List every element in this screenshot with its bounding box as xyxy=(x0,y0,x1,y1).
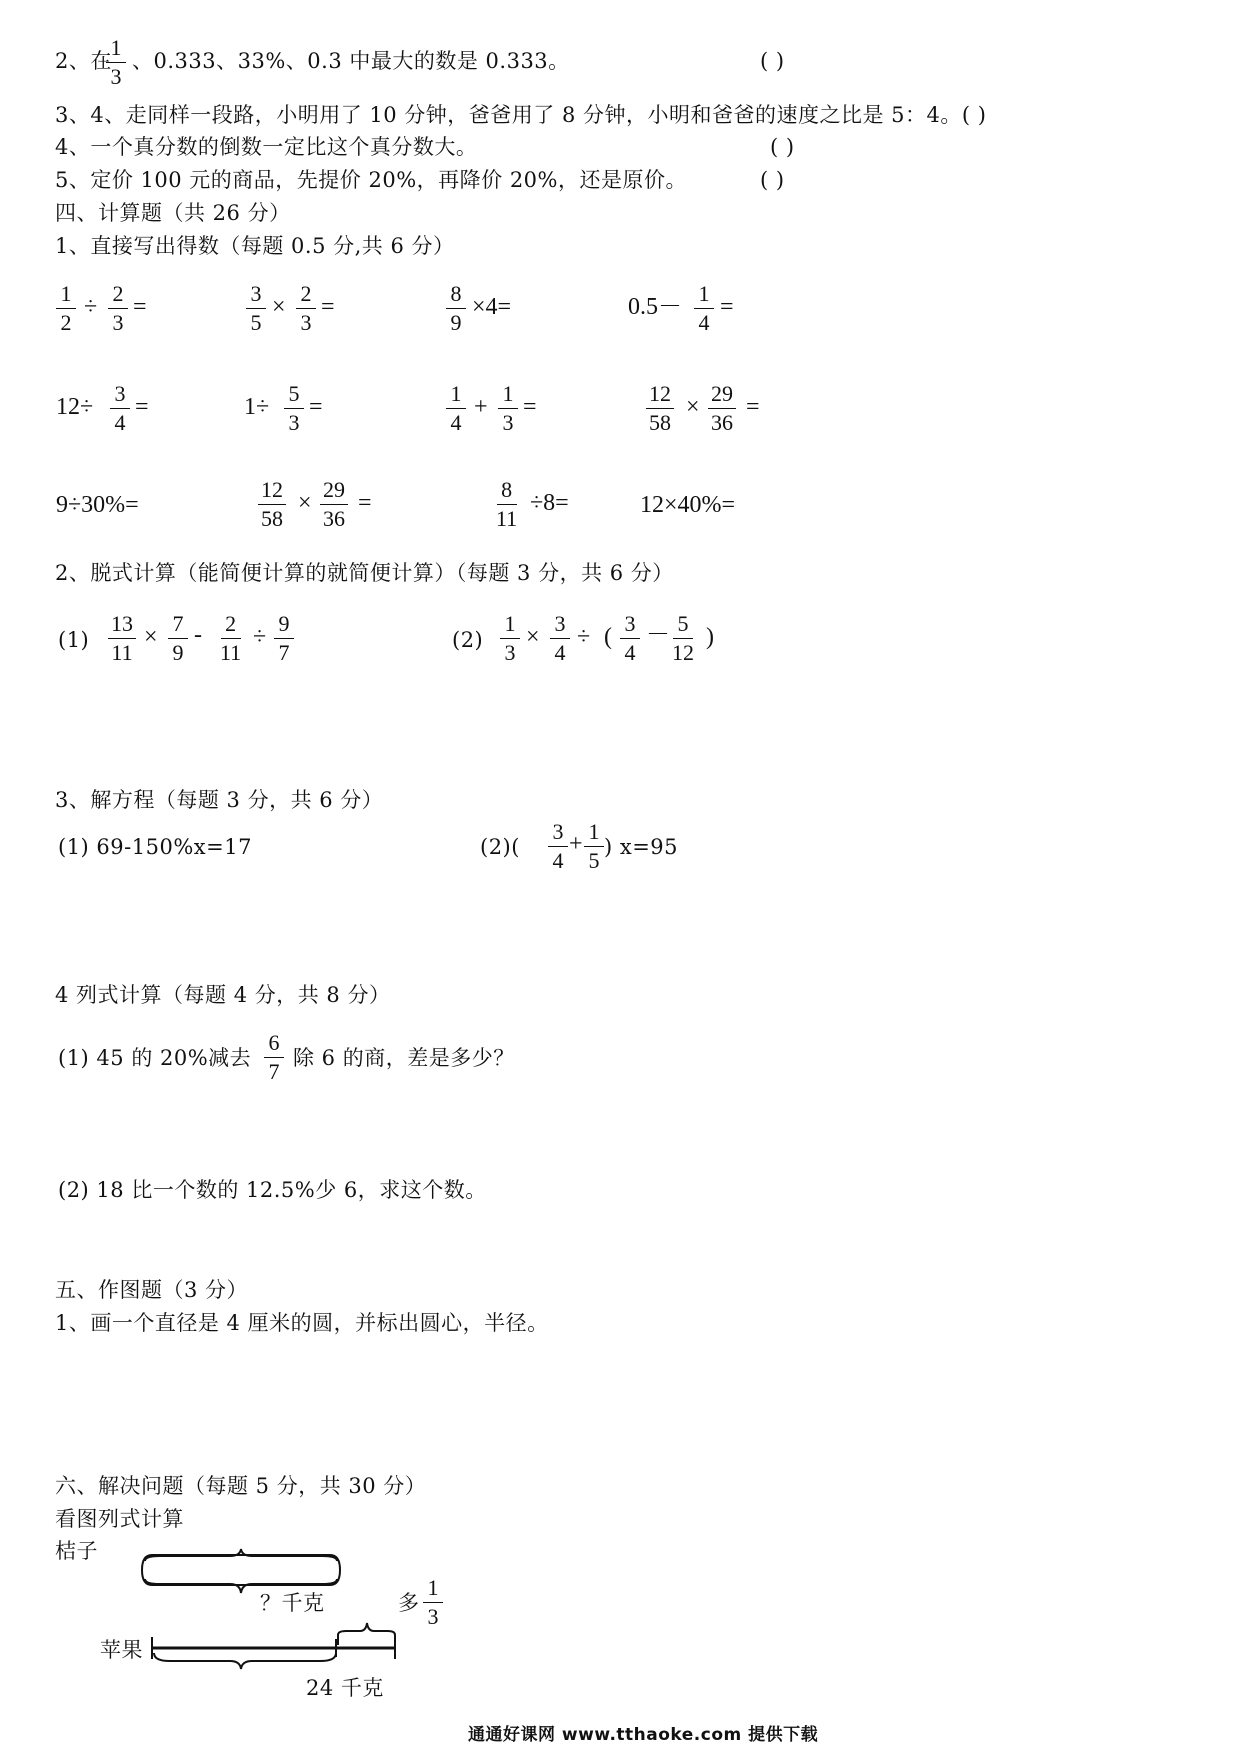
p2-op1: × xyxy=(526,624,540,650)
r2d-op: × xyxy=(686,394,700,420)
r3c-frac1: $\frac{8}{11}$ xyxy=(496,477,518,531)
section4-title: 四、计算题（共 26 分） xyxy=(55,201,291,225)
r2a-eq: = xyxy=(135,394,149,420)
q2-text-post: 、0.333、33%、0.3 中最大的数是 0.333。 xyxy=(132,49,570,73)
e2-label: (2)( xyxy=(480,835,520,859)
r2d-frac1: $\frac{12}{58}$ xyxy=(646,382,674,435)
r1b-eq: = xyxy=(321,294,335,320)
w1-fraction: $\frac{6}{7}$ xyxy=(264,1031,284,1084)
q2-fraction xyxy=(106,36,126,89)
p1-frac2: $\frac{7}{9}$ xyxy=(168,612,188,665)
section6-sub: 看图列式计算 xyxy=(55,1507,184,1531)
p1-op2: - xyxy=(194,622,202,648)
orange-quantity-label: ？千克 xyxy=(260,1591,325,1615)
r3a-text: 9÷30%= xyxy=(56,492,139,518)
r1a-frac1: $\frac{1}{2}$ xyxy=(56,282,76,335)
more-label: 多 xyxy=(398,1591,420,1615)
r1b-op: × xyxy=(272,294,286,320)
p1-frac4: $\frac{9}{7}$ xyxy=(274,612,294,665)
fraction-denominator: 3 xyxy=(110,64,122,89)
p2-frac1: $\frac{1}{3}$ xyxy=(500,612,520,665)
p2-op3: － xyxy=(646,622,670,648)
e2-op: + xyxy=(569,831,583,857)
p1-op3: ÷ xyxy=(253,624,267,650)
r2c-frac2: $\frac{1}{3}$ xyxy=(498,382,518,435)
section6-title: 六、解决问题（每题 5 分，共 30 分） xyxy=(55,1474,427,1498)
r2c-eq: = xyxy=(523,394,537,420)
q5-answer-paren: ( ) xyxy=(760,168,785,192)
section4-sub1: 1、直接写出得数（每题 0.5 分,共 6 分） xyxy=(55,234,455,258)
p2-frac4: $\frac{5}{12}$ xyxy=(672,611,694,665)
e2-frac1: $\frac{3}{4}$ xyxy=(548,820,568,873)
q4-answer-paren: ( ) xyxy=(770,135,795,159)
p2-label: (2) xyxy=(452,628,484,652)
w1-tail: 除 6 的商，差是多少？ xyxy=(293,1046,515,1070)
more-fraction: $\frac{1}{3}$ xyxy=(423,1576,443,1629)
r2a-frac1: $\frac{3}{4}$ xyxy=(110,382,130,435)
apple-label: 苹果 xyxy=(100,1638,143,1662)
e2-tail: ) x=95 xyxy=(604,835,679,859)
p1-frac3: $\frac{2}{11}$ xyxy=(220,611,242,665)
e2-frac2: $\frac{1}{5}$ xyxy=(584,820,604,873)
r3b-op: × xyxy=(298,490,312,516)
word-problem-2: (2) 18 比一个数的 12.5%少 6，求这个数。 xyxy=(58,1178,487,1202)
r2c-frac1: $\frac{1}{4}$ xyxy=(446,382,466,435)
r1c-tail: ×4= xyxy=(472,294,512,320)
r1d-frac1: $\frac{1}{4}$ xyxy=(694,282,714,335)
p2-lparen: ( xyxy=(604,624,612,650)
w1-head: (1) 45 的 20%减去 xyxy=(58,1046,252,1070)
p1-frac1: $\frac{13}{11}$ xyxy=(108,612,136,665)
r1b-frac1: $\frac{3}{5}$ xyxy=(246,282,266,335)
r3d-text: 12×40%= xyxy=(640,492,736,518)
r3b-eq: = xyxy=(358,490,372,516)
orange-bar-right-bracket xyxy=(330,1555,340,1585)
r1a-frac2: $\frac{2}{3}$ xyxy=(108,282,128,335)
p1-op1: × xyxy=(144,624,158,650)
r2c-op: + xyxy=(474,394,488,420)
r3b-frac1: $\frac{12}{58}$ xyxy=(258,478,286,531)
orange-label: 桔子 xyxy=(55,1539,98,1563)
p2-frac2: $\frac{3}{4}$ xyxy=(550,612,570,665)
apple-quantity-label: 24 千克 xyxy=(306,1676,384,1700)
r2b-frac1: $\frac{5}{3}$ xyxy=(284,382,304,435)
r1a-op: ÷ xyxy=(84,294,98,320)
r1c-frac1: $\frac{8}{9}$ xyxy=(446,282,466,335)
r1a-eq: = xyxy=(133,294,147,320)
r1b-frac2: $\frac{2}{3}$ xyxy=(296,282,316,335)
section5-q1: 1、画一个直径是 4 厘米的圆，并标出圆心，半径。 xyxy=(55,1311,549,1335)
q2-answer-paren: ( ) xyxy=(760,49,785,73)
apple-bottom-brace xyxy=(154,1653,336,1669)
r1d-head: 0.5－ xyxy=(628,294,682,320)
fraction-numerator: 1 xyxy=(106,36,126,63)
q2-text-pre: 2、在 xyxy=(55,49,112,73)
q5-text: 5、定价 100 元的商品，先提价 20%，再降价 20%，还是原价。 xyxy=(55,168,687,192)
r3c-tail: ÷8= xyxy=(530,490,569,516)
q4-text: 4、一个真分数的倒数一定比这个真分数大。 xyxy=(55,135,478,159)
section4-sub4: 4 列式计算（每题 4 分，共 8 分） xyxy=(55,983,391,1007)
r2d-eq: = xyxy=(746,394,760,420)
section4-sub3: 3、解方程（每题 3 分，共 6 分） xyxy=(55,788,384,812)
section5-title: 五、作图题（3 分） xyxy=(55,1278,249,1302)
r2d-frac2: $\frac{29}{36}$ xyxy=(708,382,736,435)
p2-rparen: ) xyxy=(706,624,714,650)
r1d-eq: = xyxy=(720,294,734,320)
r2b-head: 1÷ xyxy=(244,394,270,420)
p1-label: (1) xyxy=(58,628,90,652)
r2a-head: 12÷ xyxy=(56,394,94,420)
r2b-eq: = xyxy=(309,394,323,420)
r3b-frac2: $\frac{29}{36}$ xyxy=(320,478,348,531)
equation-1: (1) 69-150%x=17 xyxy=(58,835,252,859)
section4-sub2: 2、脱式计算（能简便计算的就简便计算）（每题 3 分，共 6 分） xyxy=(55,561,674,585)
extra-part-brace xyxy=(338,1623,395,1645)
p2-op2: ÷ xyxy=(577,624,591,650)
footer-source: 通通好课网 www.tthaoke.com 提供下载 xyxy=(468,1725,819,1745)
orange-bar-left-bracket xyxy=(142,1555,152,1585)
p2-frac3: $\frac{3}{4}$ xyxy=(620,612,640,665)
q3-text: 3、4、走同样一段路，小明用了 10 分钟，爸爸用了 8 分钟，小明和爸爸的速度之比是 5：4。( ) xyxy=(55,103,987,127)
